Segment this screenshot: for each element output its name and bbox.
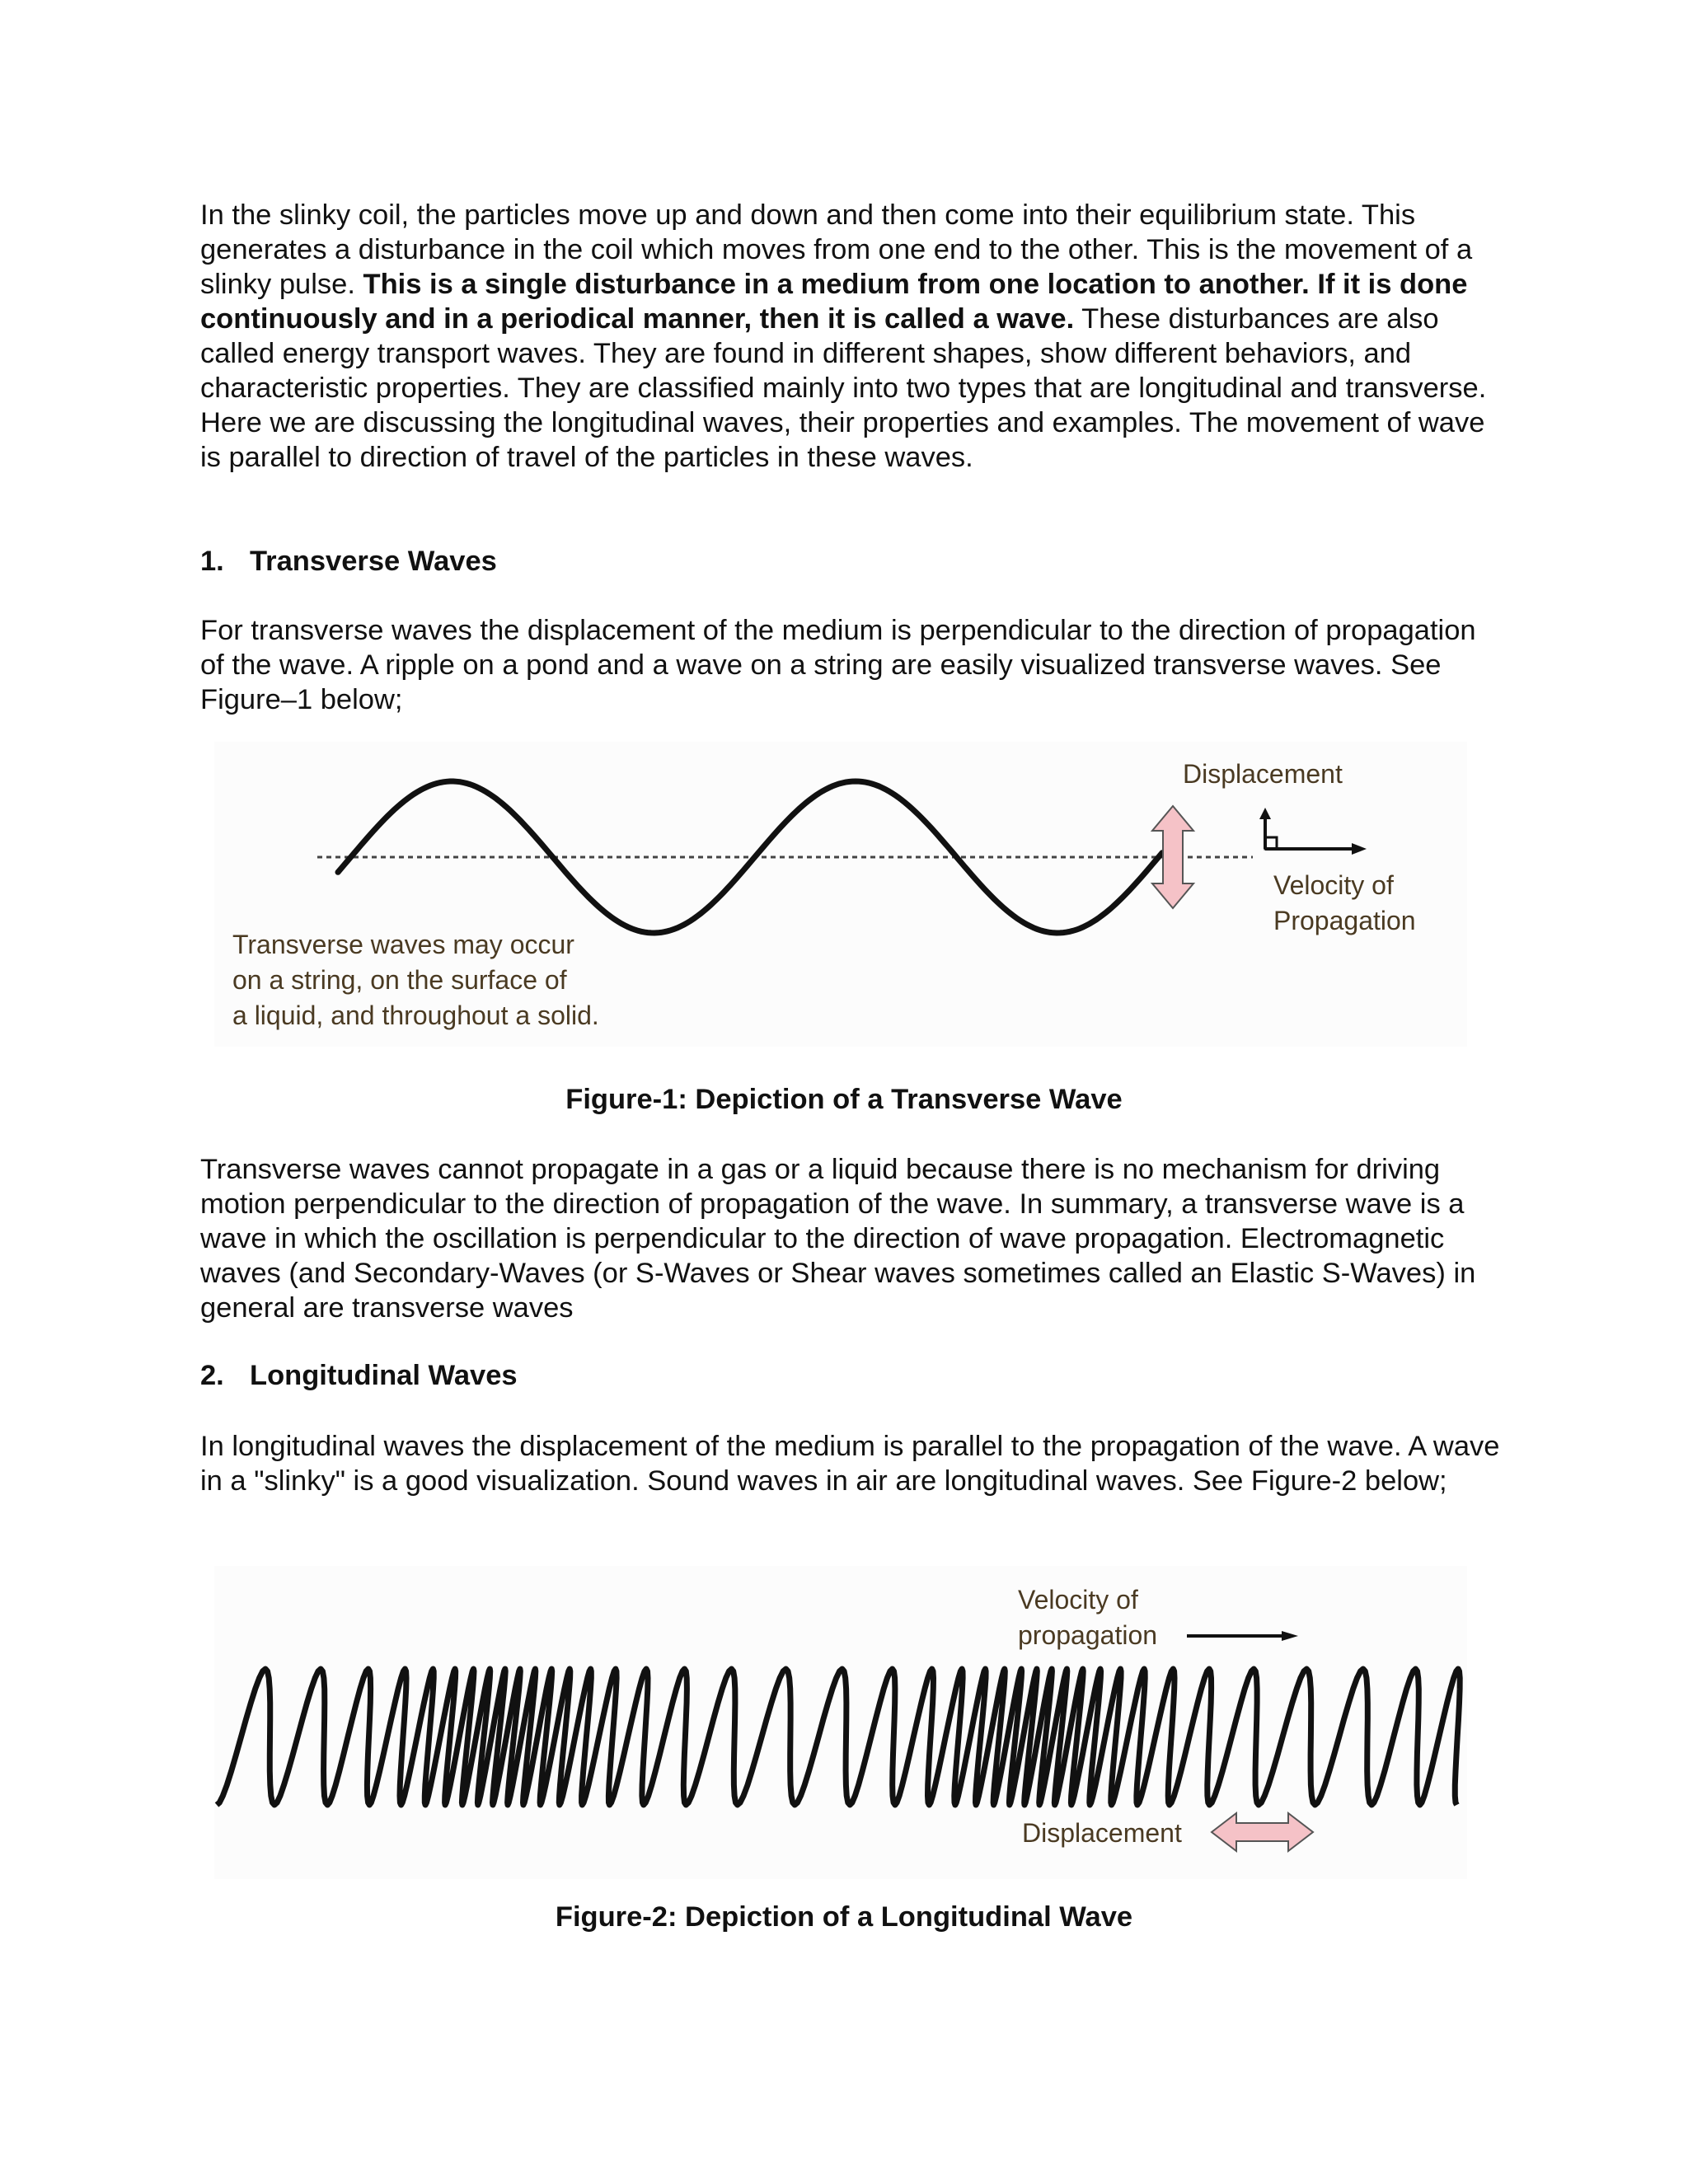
intro-bold-definition: This is a single disturbance in a medium from one location to another. If it is done continuously and in a periodical manner, then it is called a wave. xyxy=(200,269,1468,335)
longitudinal-wave-figure xyxy=(214,1566,1467,1879)
section-heading-transverse xyxy=(200,544,497,579)
longitudinal-paragraph-1: In longitudinal waves the displacement of the medium is parallel to the propagation of the wave. A wave in a "slinky" is a good visualization. Sound waves in air are longitudinal waves. See Figure-2 below; xyxy=(200,1431,1500,1497)
transverse-paragraph-2: Transverse waves cannot propagate in a gas or a liquid because there is no mechanism for driving motion perpendicular to the direction of propagation of the wave. In summary, a transverse wave is a wave in which the oscillation is perpendicular to the direction of wave propagation. Electromagnetic waves (and Secondary-Waves (or S-Waves or Shear waves sometimes called an Elastic S-Waves) in general are transverse waves xyxy=(200,1154,1476,1324)
transverse-wave-figure xyxy=(214,742,1467,1047)
section-number: 2. xyxy=(200,1360,224,1391)
section-number: 1. xyxy=(200,546,224,577)
section-title: Transverse Waves xyxy=(250,546,497,577)
figure2-displacement-label: Displacement xyxy=(1022,1818,1182,1848)
figure1-note-line2: on a string, on the surface of xyxy=(232,965,567,995)
figure1-displacement-label: Displacement xyxy=(1183,759,1343,789)
intro-text-end: These disturbances are also called energy transport waves. They are found in different shapes, show different behaviors, and characteristic properties. They are classified mainly into two types that are longitudinal and transverse. Here we are discussing the longitudinal waves, their properties and examples. The movement of wave is parallel to direction of travel of the particles in these waves. xyxy=(200,303,1487,473)
figure1-caption: Figure-1: Depiction of a Transverse Wave xyxy=(565,1084,1123,1115)
intro-paragraph xyxy=(200,198,1503,475)
intro-text-start: In the slinky coil, the particles move up and down and then come into their equilibrium state. This generates a disturbance in the coil which moves from one end to the other. This is the movement of a slinky pulse. xyxy=(200,199,1473,300)
figure1-note-line3: a liquid, and throughout a solid. xyxy=(232,1001,599,1030)
section-title: Longitudinal Waves xyxy=(250,1360,518,1391)
figure2-caption: Figure-2: Depiction of a Longitudinal Wave xyxy=(555,1901,1133,1933)
figure1-velocity-label-line1: Velocity of xyxy=(1273,870,1394,900)
figure2-velocity-label-line1: Velocity of xyxy=(1018,1585,1138,1615)
section-heading-longitudinal xyxy=(200,1358,518,1393)
transverse-paragraph-1: For transverse waves the displacement of the medium is perpendicular to the direction of propagation of the wave. A ripple on a pond and a wave on a string are easily visualized transverse waves. See Figure–1 below; xyxy=(200,615,1476,715)
figure2-velocity-label-line2: propagation xyxy=(1018,1620,1158,1650)
figure1-note-line1: Transverse waves may occur xyxy=(232,930,574,959)
figure1-velocity-label-line2: Propagation xyxy=(1273,906,1416,935)
